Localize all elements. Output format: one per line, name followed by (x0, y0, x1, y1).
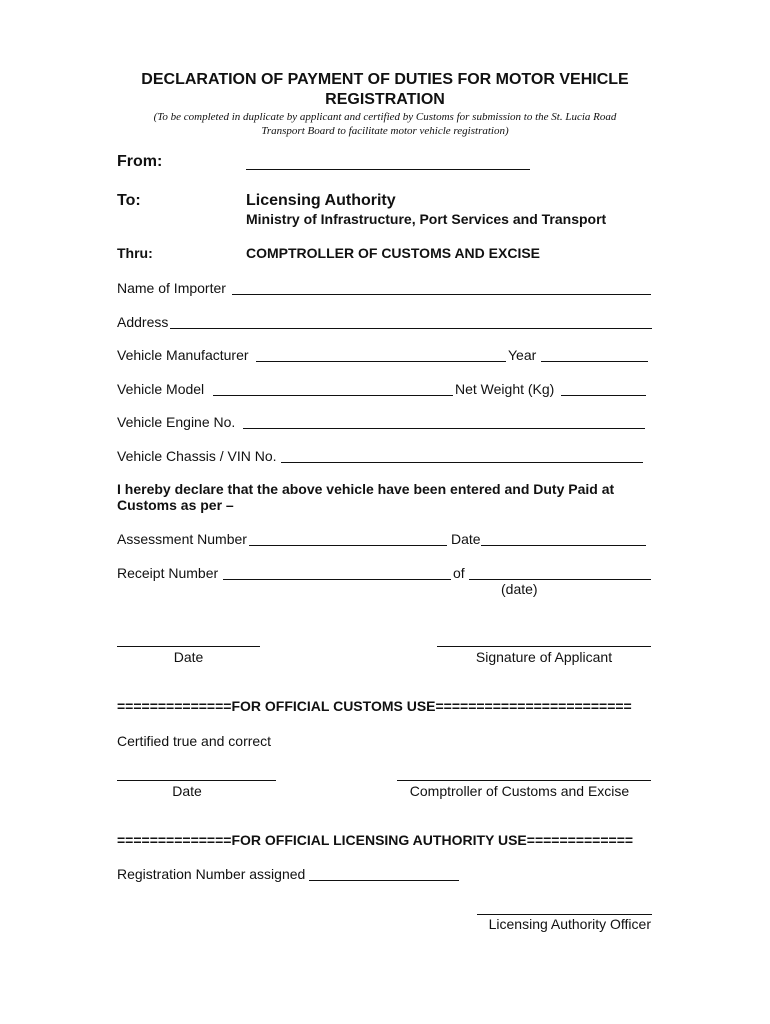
address-label: Address (117, 314, 169, 330)
receipt-label: Receipt Number (117, 565, 219, 581)
from-label: From: (117, 153, 163, 170)
applicant-date-caption: Date (173, 649, 204, 665)
receipt-date-field-line[interactable] (469, 565, 651, 580)
form-title-line-2: REGISTRATION (325, 91, 445, 108)
officer-caption: Licensing Authority Officer (488, 916, 651, 932)
form-subtitle-line-1: (To be completed in duplicate by applicant and certified by Customs for submission to the St. Lucia Road (153, 111, 617, 123)
comptroller-caption: Comptroller of Customs and Excise (409, 783, 630, 799)
registration-label: Registration Number assigned (117, 866, 306, 882)
customs-section-heading: ==============FOR OFFICIAL CUSTOMS USE======================== (117, 698, 632, 714)
year-label: Year (508, 347, 537, 363)
manufacturer-field-line[interactable] (256, 347, 506, 362)
applicant-signature-line[interactable] (437, 632, 651, 647)
assessment-date-label: Date (451, 531, 481, 547)
declaration-line-1: I hereby declare that the above vehicle have been entered and Duty Paid at (117, 481, 615, 497)
registration-field-line[interactable] (309, 866, 459, 881)
applicant-date-line[interactable] (117, 632, 260, 647)
importer-field-line[interactable] (232, 280, 651, 295)
chassis-field-line[interactable] (281, 448, 643, 463)
officer-signature-line[interactable] (477, 900, 652, 915)
from-field-line[interactable] (246, 153, 530, 170)
model-field-line[interactable] (213, 381, 453, 396)
form-title-line-1: DECLARATION OF PAYMENT OF DUTIES FOR MOTOR VEHICLE (141, 71, 629, 88)
to-value-line-2: Ministry of Infrastructure, Port Services and Transport (246, 211, 607, 227)
certified-text: Certified true and correct (117, 733, 272, 749)
receipt-date-caption: (date) (501, 581, 538, 597)
importer-label: Name of Importer (117, 280, 226, 296)
receipt-field-line[interactable] (223, 565, 451, 580)
licensing-section-heading: ==============FOR OFFICIAL LICENSING AUTHORITY USE============= (117, 832, 634, 848)
thru-value: COMPTROLLER OF CUSTOMS AND EXCISE (246, 245, 541, 261)
to-label: To: (117, 192, 141, 209)
year-field-line[interactable] (541, 347, 648, 362)
net-weight-field-line[interactable] (561, 381, 646, 396)
manufacturer-label: Vehicle Manufacturer (117, 347, 249, 363)
address-field-line[interactable] (170, 314, 652, 329)
declaration-line-2: Customs as per – (117, 497, 234, 513)
of-label: of (453, 565, 465, 581)
assessment-label: Assessment Number (117, 531, 247, 547)
assessment-field-line[interactable] (249, 531, 447, 546)
form-subtitle-line-2: Transport Board to facilitate motor vehicle registration) (261, 125, 509, 137)
assessment-date-field-line[interactable] (481, 531, 646, 546)
customs-date-caption: Date (172, 783, 202, 799)
thru-label: Thru: (117, 245, 153, 261)
engine-field-line[interactable] (243, 414, 645, 429)
model-label: Vehicle Model (117, 381, 205, 397)
chassis-label: Vehicle Chassis / VIN No. (117, 448, 277, 464)
comptroller-signature-line[interactable] (397, 766, 651, 781)
engine-label: Vehicle Engine No. (117, 414, 236, 430)
net-weight-label: Net Weight (Kg) (455, 381, 555, 397)
to-value-line-1: Licensing Authority (246, 192, 396, 209)
applicant-signature-caption: Signature of Applicant (475, 649, 613, 665)
customs-date-line[interactable] (117, 766, 276, 781)
